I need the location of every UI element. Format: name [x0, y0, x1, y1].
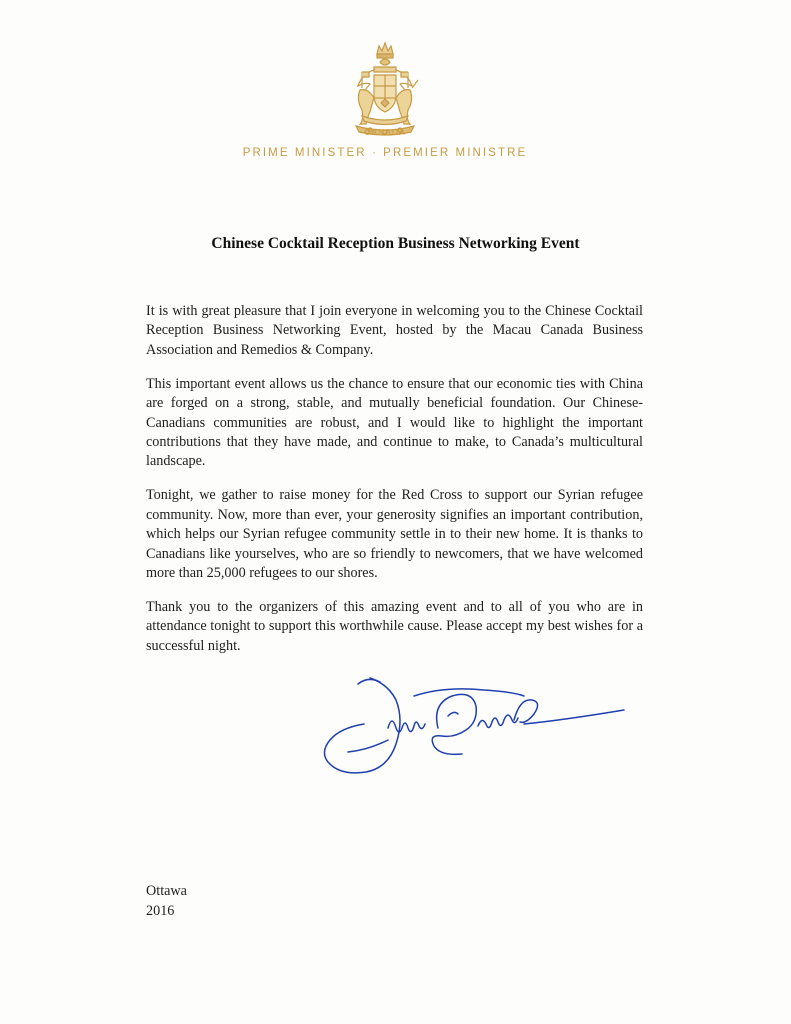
- coat-of-arms-icon: [344, 40, 426, 140]
- letter-paragraph: This important event allows us the chance to ensure that our economic ties with China are forged on a strong, stable, and mutually beneficial foundation. Our Chinese-Canadians communities are robust, and I would like to highlight the important contributions that they have made, and continue to make, to Canada’s multicultural landscape.: [146, 375, 643, 470]
- letter-year: 2016: [146, 902, 175, 919]
- letter-paragraph: Tonight, we gather to raise money for the Red Cross to support our Syrian refugee community. Now, more than ever, your generosity signifies an important contribution, which helps our Syrian refugee community settle in to their new home. It is thanks to Canadians like yourselves, who are so friendly to newcomers, that we have welcomed more than 25,000 refugees to our shores.: [146, 487, 643, 582]
- handwritten-signature: [318, 670, 628, 780]
- letter-place: Ottawa: [146, 883, 187, 899]
- letter-paragraph: It is with great pleasure that I join everyone in welcoming you to the Chinese Cocktail Reception Business Networking Event, hosted by the Macau Canada Business Association and Remedios & Company.: [146, 303, 643, 358]
- letterhead-country: CANADA: [364, 127, 406, 137]
- letter-closing: [146, 882, 187, 921]
- letter-title: Chinese Cocktail Reception Business Networking Event: [211, 235, 580, 252]
- letterhead-office: PRIME MINISTER · PREMIER MINISTRE: [242, 147, 528, 159]
- letter-body: [146, 302, 643, 671]
- letter-paragraph: Thank you to the organizers of this amazing event and to all of you who are in attendance tonight to support this worthwhile cause. Please accept my best wishes for a successful night.: [146, 599, 643, 654]
